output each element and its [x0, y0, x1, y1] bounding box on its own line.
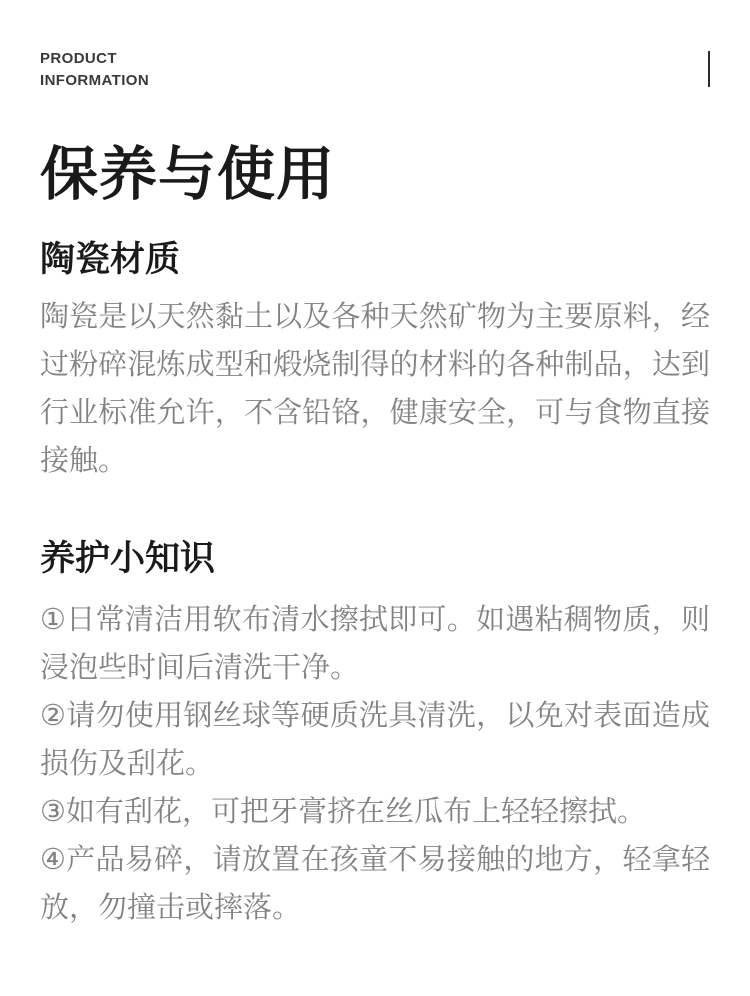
- eyebrow-line-1: PRODUCT: [40, 50, 117, 67]
- section-heading-care-tips: 养护小知识: [40, 539, 216, 578]
- care-tip-item: ①日常清洁用软布清水擦拭即可。如遇粘稠物质，则浸泡些时间后清洗干净。: [40, 604, 710, 684]
- material-description: 陶瓷是以天然黏土以及各种天然矿物为主要原料，经过粉碎混炼成型和煅烧制得的材料的各种制品，达到行业标准允许，不含铅铬，健康安全，可与食物直接接触。: [40, 301, 710, 477]
- eyebrow-label: [40, 48, 149, 92]
- care-tips-list: [40, 596, 710, 932]
- care-tip-item: ③如有刮花，可把牙膏挤在丝瓜布上轻轻擦拭。: [40, 796, 646, 828]
- care-tip-item: ②请勿使用钢丝球等硬质洗具清洗，以免对表面造成损伤及刮花。: [40, 700, 710, 780]
- vertical-accent-line: [708, 51, 710, 87]
- page-title: 保养与使用: [40, 142, 336, 207]
- section-heading-material: 陶瓷材质: [40, 240, 181, 279]
- page-header: [40, 48, 710, 92]
- care-tip-item: ④产品易碎，请放置在孩童不易接触的地方，轻拿轻放，勿撞击或摔落。: [40, 844, 710, 924]
- eyebrow-line-2: INFORMATION: [40, 72, 150, 89]
